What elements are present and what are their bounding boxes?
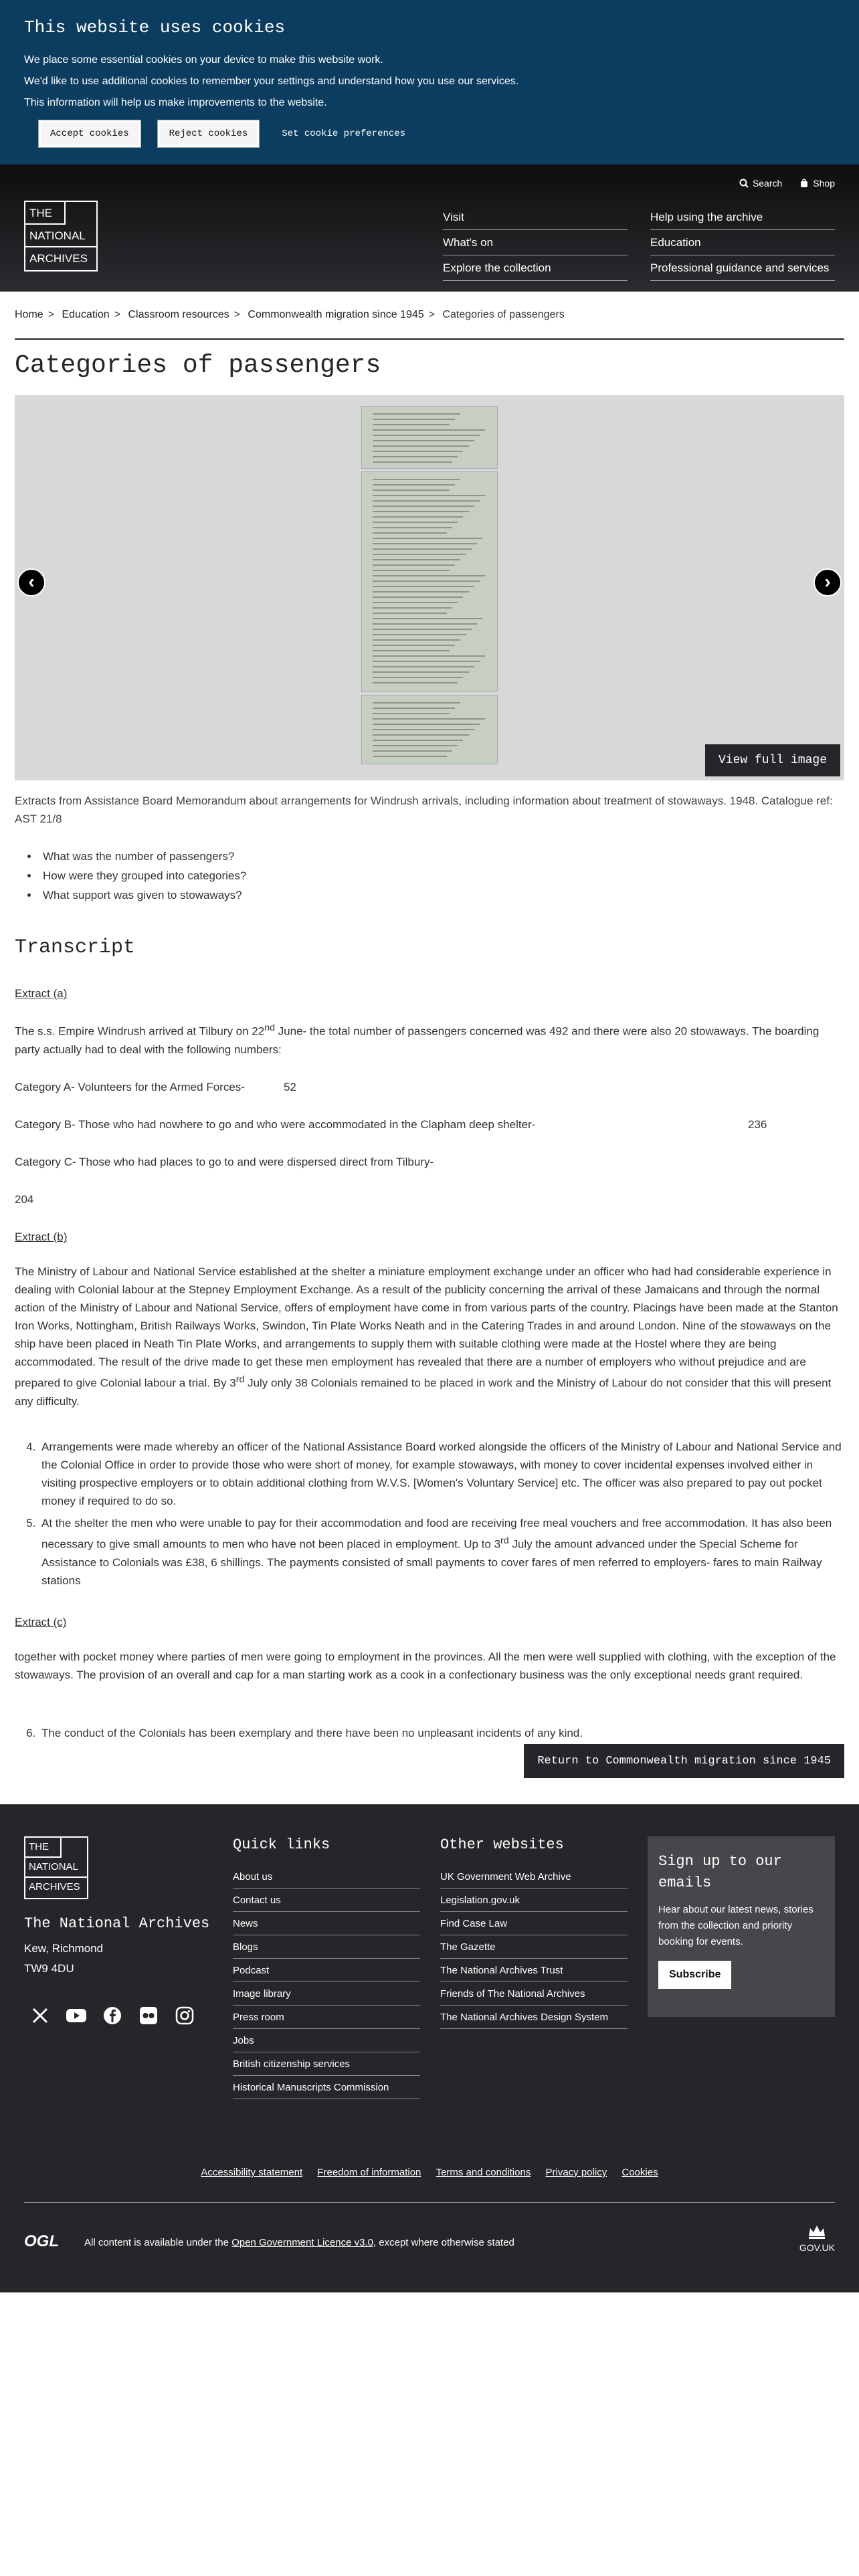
document-text-line bbox=[373, 543, 477, 544]
list-item: • What support was given to stowaways? bbox=[39, 885, 246, 905]
document-text-line bbox=[373, 713, 450, 714]
document-text-line bbox=[373, 724, 480, 725]
transcript-list bbox=[39, 1438, 842, 1594]
license-link[interactable]: Open Government Licence v3.0 bbox=[231, 2237, 373, 2248]
footer-link[interactable]: About us bbox=[233, 1865, 420, 1889]
email-signup: Sign up to our emails Hear about our latest news, stories from the collection and priority booking for events. Subscribe bbox=[648, 1836, 835, 2017]
document-text-line bbox=[373, 661, 480, 662]
footer-link[interactable]: Find Case Law bbox=[440, 1912, 628, 1935]
return-button[interactable]: Return to Commonwealth migration since 1945 bbox=[524, 1744, 844, 1778]
site-footer bbox=[0, 1804, 859, 2292]
document-text-line bbox=[373, 634, 466, 635]
list-item: • What was the number of passengers? bbox=[39, 847, 246, 866]
footer-link[interactable]: The National Archives Design System bbox=[440, 2006, 628, 2029]
document-text-line bbox=[373, 429, 485, 431]
transcript-heading: Transcript bbox=[15, 936, 136, 959]
document-text-line bbox=[373, 435, 480, 436]
document-text-line bbox=[373, 756, 447, 757]
reject-cookies-button[interactable]: Reject cookies bbox=[158, 120, 260, 147]
document-image-part-2 bbox=[361, 471, 498, 692]
document-text-line bbox=[373, 479, 460, 480]
category-b: Category B- Those who had nowhere to go and who were accommodated in the Clapham deep shelter- 236 bbox=[15, 1118, 767, 1131]
document-text-line bbox=[373, 623, 477, 625]
facebook-icon[interactable] bbox=[102, 2005, 123, 2026]
document-text-line bbox=[373, 666, 474, 667]
footer-link[interactable]: Historical Manuscripts Commission bbox=[233, 2076, 420, 2099]
document-text-line bbox=[373, 424, 450, 425]
transcript-paragraph: together with pocket money where parties of men were going to employment in the provinces. All the men were well supplied with clothing, with the exception of the stowaways. The provision of an overall and cap for a man starting work as a cook in a confectionary business was the only exceptional needs grant required. bbox=[15, 1650, 836, 1681]
previous-image-button[interactable]: ‹ bbox=[17, 568, 45, 597]
document-text-line bbox=[373, 554, 466, 555]
search-link[interactable]: Search bbox=[739, 178, 782, 189]
footer-link[interactable]: UK Government Web Archive bbox=[440, 1865, 628, 1889]
footer-link[interactable]: Privacy policy bbox=[545, 2167, 607, 2178]
document-text-line bbox=[373, 522, 458, 523]
cookie-text: We place some essential cookies on your device to make this website work. bbox=[24, 54, 383, 66]
list-item: • How were they grouped into categories? bbox=[39, 866, 246, 885]
transcript-paragraph: The s.s. Empire Windrush arrived at Tilbury on 22nd June- the total number of passengers concerned was 492 and there were also 20 stowaways. The boarding party actually had to deal with the following numbers: bbox=[15, 1023, 820, 1056]
document-text-line bbox=[373, 629, 471, 630]
footer-link[interactable]: Terms and conditions bbox=[436, 2167, 531, 2178]
divider bbox=[15, 338, 844, 340]
list-item: 6. The conduct of the Colonials has been exemplary and there have been no unpleasant incidents of any kind. bbox=[39, 1724, 842, 1742]
document-text-line bbox=[373, 419, 455, 420]
x-icon[interactable] bbox=[29, 2005, 51, 2026]
breadcrumb-education[interactable]: Education bbox=[62, 309, 110, 320]
document-text-line bbox=[373, 618, 482, 619]
document-text-line bbox=[373, 682, 458, 683]
footer-address: The National Archives Kew, Richmond TW9 4DU bbox=[24, 1915, 210, 1975]
document-text-line bbox=[373, 413, 460, 415]
footer-link[interactable]: Podcast bbox=[233, 1959, 420, 1982]
footer-link[interactable]: The Gazette bbox=[440, 1935, 628, 1959]
footer-link[interactable]: Image library bbox=[233, 1982, 420, 2006]
list-item: 5. At the shelter the men who were unable to pay for their accommodation and food are receiving free meal vouchers and free accommodation. It has also been necessary to give small amounts to men who have not been placed in employment. Up to 3rd July the amount advanced under the Special Scheme for Assistance to Colonials was £38, 6 shillings. The payments consisted of small payments to cover fares of men referred to employers- fares to main Railway stations bbox=[39, 1514, 842, 1590]
document-text-line bbox=[373, 750, 452, 752]
other-websites: Other websites UK Government Web Archive Legislation.gov.uk Find Case Law The Gazette The National Archives Trust Friends of The National Archives The National Archives Design System bbox=[440, 1836, 628, 2029]
breadcrumb: Home > Education > Classroom resources > Commonwealth migration since 1945 > Categories of passengers bbox=[15, 309, 565, 320]
footer-link[interactable]: Freedom of information bbox=[317, 2167, 421, 2178]
document-text-line bbox=[373, 655, 485, 657]
ogl-logo: OGL bbox=[24, 2232, 59, 2250]
document-text-line bbox=[373, 591, 468, 593]
document-text-line bbox=[373, 495, 485, 496]
nav-item-explore[interactable]: Explore the collection bbox=[443, 255, 628, 281]
document-image-part-1 bbox=[361, 406, 498, 469]
document-text-line bbox=[373, 445, 468, 447]
extract-c-heading: Extract (c) bbox=[15, 1616, 67, 1628]
footer-link[interactable]: Contact us bbox=[233, 1889, 420, 1912]
social-links bbox=[29, 2005, 195, 2026]
category-a: Category A- Volunteers for the Armed Forces- 52 bbox=[15, 1081, 296, 1093]
document-text-line bbox=[373, 570, 450, 571]
main-nav bbox=[443, 205, 835, 281]
document-text-line bbox=[373, 548, 471, 550]
govuk-link[interactable]: GOV.UK bbox=[799, 2223, 835, 2253]
extract-a-heading: Extract (a) bbox=[15, 987, 68, 1000]
flickr-icon[interactable] bbox=[138, 2005, 159, 2026]
document-text-line bbox=[373, 440, 474, 441]
document-text-line bbox=[373, 559, 460, 560]
instagram-icon[interactable] bbox=[174, 2005, 195, 2026]
document-text-line bbox=[373, 484, 455, 486]
document-text-line bbox=[373, 708, 455, 709]
footer-link[interactable]: The National Archives Trust bbox=[440, 1959, 628, 1982]
document-text-line bbox=[373, 451, 463, 452]
license-text: All content is available under the Open Government Licence v3.0, except where otherwise stated bbox=[84, 2237, 514, 2248]
document-text-line bbox=[373, 745, 458, 746]
footer-legal-links bbox=[0, 2167, 859, 2178]
document-text-line bbox=[373, 564, 455, 566]
footer-link[interactable]: Legislation.gov.uk bbox=[440, 1889, 628, 1912]
document-text-line bbox=[373, 532, 447, 534]
document-text-line bbox=[373, 740, 463, 741]
document-text-line bbox=[373, 602, 458, 603]
document-text-line bbox=[373, 671, 468, 673]
footer-link[interactable]: Cookies bbox=[622, 2167, 658, 2178]
shopping-bag-icon bbox=[799, 179, 809, 188]
document-text-line bbox=[373, 511, 468, 512]
footer-link[interactable]: Accessibility statement bbox=[201, 2167, 303, 2178]
accept-cookies-button[interactable]: Accept cookies bbox=[39, 120, 140, 147]
next-image-button[interactable]: › bbox=[814, 568, 842, 597]
category-c-value: 204 bbox=[15, 1193, 34, 1206]
page-title: Categories of passengers bbox=[15, 351, 381, 380]
footer-link[interactable]: Press room bbox=[233, 2006, 420, 2029]
shop-link[interactable]: Shop bbox=[799, 178, 835, 189]
document-text-line bbox=[373, 506, 474, 507]
document-text-line bbox=[373, 586, 474, 587]
breadcrumb-classroom[interactable]: Classroom resources bbox=[128, 309, 229, 320]
document-text-line bbox=[373, 607, 452, 609]
document-text-line bbox=[373, 575, 485, 576]
image-caption: Extracts from Assistance Board Memorandum about arrangements for Windrush arrivals, including information about treatment of stowaways. 1948. Catalogue ref: AST 21/8 bbox=[15, 794, 833, 825]
nav-item-whats-on[interactable]: What's on bbox=[443, 230, 628, 255]
breadcrumb-current: Categories of passengers bbox=[442, 309, 565, 320]
extract-b-heading: Extract (b) bbox=[15, 1230, 68, 1243]
divider bbox=[24, 2202, 835, 2203]
document-text-line bbox=[373, 500, 480, 502]
image-gallery bbox=[15, 395, 844, 780]
footer-link[interactable]: Friends of The National Archives bbox=[440, 1982, 628, 2006]
category-c: Category C- Those who had places to go to and were dispersed direct from Tilbury- bbox=[15, 1156, 434, 1168]
footer-link[interactable]: Jobs bbox=[233, 2029, 420, 2052]
document-image-part-3 bbox=[361, 695, 498, 764]
document-text-line bbox=[373, 645, 455, 646]
document-text-line bbox=[373, 580, 480, 582]
transcript-paragraph: The Ministry of Labour and National Service established at the shelter a miniature employment exchange under an officer who had had considerable experience in dealing with Colonial labour at the Stepney Employment Exchange. As a result of the publicity concerning the arrival of these Jamaicans and through the normal action of the Ministry of Labour and National Service, offers of employment have come in from various parts of the country. Placings have been made at the Stanton Iron Works, Nottingham, British Railways Works, Swindon, Tin Plate Works Neath and in the Catering Trades in and around London. Nine of the stowaways on the ship have been placed in Neath Tin Plate Works, and arrangements to supply them with suitable clothing were made at the Hostel where they are being accommodated. The result of the drive made to get these men employment has revealed that there are a number of employers who without prejudice and are prepared to give Colonial labour a trial. By 3rd July only 38 Colonials remained to be placed in work and the Ministry of Labour do not consider that this will present any difficulty. bbox=[15, 1265, 838, 1408]
footer-logo[interactable]: THE NATIONAL ARCHIVES bbox=[24, 1836, 88, 1899]
breadcrumb-migration[interactable]: Commonwealth migration since 1945 bbox=[248, 309, 424, 320]
nav-item-professional[interactable]: Professional guidance and services bbox=[650, 255, 835, 281]
cookie-preferences-link[interactable]: Set cookie preferences bbox=[282, 128, 406, 139]
document-text-line bbox=[373, 677, 463, 678]
document-text-line bbox=[373, 461, 452, 463]
search-icon bbox=[739, 179, 749, 188]
cookie-text: We'd like to use additional cookies to remember your settings and understand how you use our services. bbox=[24, 76, 519, 87]
nav-item-education[interactable]: Education bbox=[650, 230, 835, 255]
youtube-icon[interactable] bbox=[66, 2005, 87, 2026]
nav-item-help[interactable]: Help using the archive bbox=[650, 205, 835, 230]
document-text-line bbox=[373, 538, 482, 539]
footer-link[interactable]: Blogs bbox=[233, 1935, 420, 1959]
breadcrumb-home[interactable]: Home bbox=[15, 309, 43, 320]
footer-link[interactable]: British citizenship services bbox=[233, 2052, 420, 2076]
site-logo[interactable]: THE NATIONAL ARCHIVES bbox=[24, 201, 98, 272]
nav-item-visit[interactable]: Visit bbox=[443, 205, 628, 230]
quick-links: Quick links About us Contact us News Blogs Podcast Image library Press room Jobs British citizenship services Historical Manuscripts Commission bbox=[233, 1836, 420, 2099]
document-text-line bbox=[373, 650, 450, 651]
document-text-line bbox=[373, 702, 460, 704]
subscribe-button[interactable]: Subscribe bbox=[658, 1961, 731, 1989]
document-text-line bbox=[373, 639, 460, 641]
document-text-line bbox=[373, 456, 458, 457]
crown-icon bbox=[807, 2223, 827, 2240]
document-text-line bbox=[373, 490, 450, 491]
cookie-banner bbox=[0, 0, 859, 165]
document-text-line bbox=[373, 527, 452, 528]
document-text-line bbox=[373, 613, 447, 614]
footer-link[interactable]: News bbox=[233, 1912, 420, 1935]
site-header bbox=[0, 165, 859, 292]
question-list bbox=[39, 847, 246, 905]
document-text-line bbox=[373, 718, 485, 720]
cookie-title: This website uses cookies bbox=[24, 17, 286, 37]
document-text-line bbox=[373, 729, 474, 730]
document-text-line bbox=[373, 734, 468, 736]
list-item: 4. Arrangements were made whereby an officer of the National Assistance Board worked alongside the officers of the Ministry of Labour and National Service and the Colonial Office in order to provide those who were short of money, for example stowaways, with money to cover incidental expenses involved either in visiting prospective employers or to obtain additional clothing from W.V.S. [Women's Voluntary Service] etc. The officer was also prepared to pay out pocket money if required to do so. bbox=[39, 1438, 842, 1510]
document-text-line bbox=[373, 597, 463, 598]
transcript-list bbox=[39, 1724, 842, 1746]
document-text-line bbox=[373, 516, 463, 518]
view-full-image-button[interactable]: View full image bbox=[705, 744, 840, 776]
cookie-text: This information will help us make improvements to the website. bbox=[24, 97, 327, 108]
